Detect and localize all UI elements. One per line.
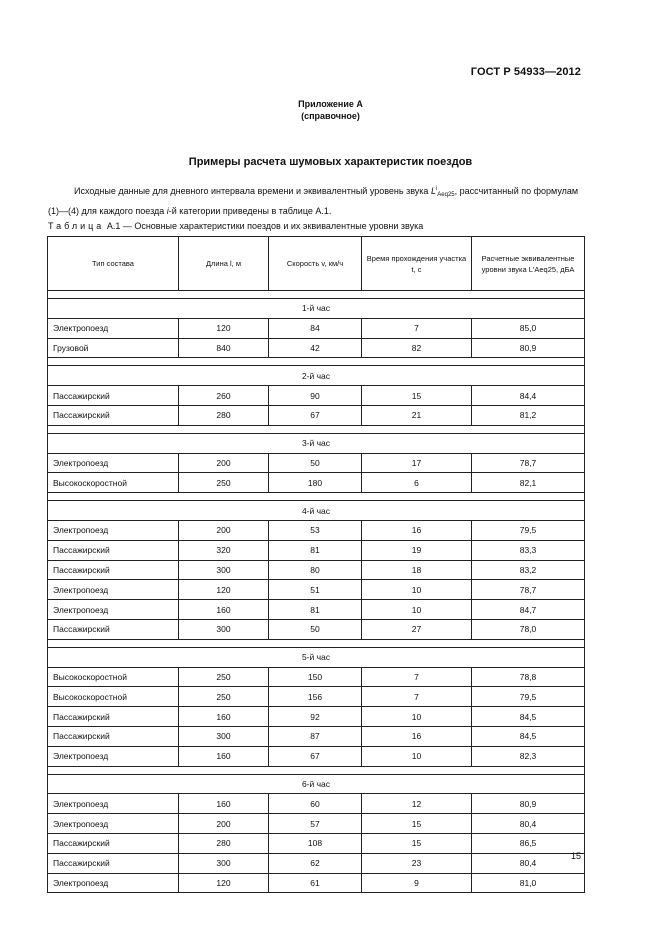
cell-level: 84,5: [472, 726, 585, 746]
cell-time: 15: [362, 386, 472, 406]
spacer-cell: [48, 493, 585, 501]
cell-type: Электропоезд: [48, 814, 179, 834]
cell-level: 80,4: [472, 814, 585, 834]
cell-type: Электропоезд: [48, 318, 179, 338]
cell-time: 19: [362, 540, 472, 560]
table-spacer-row: [48, 639, 585, 647]
cell-type: Пассажирский: [48, 386, 179, 406]
cell-type: Высокоскоростной: [48, 667, 179, 687]
cell-length: 200: [179, 520, 269, 540]
annex-subtitle: (справочное): [301, 111, 360, 121]
cell-speed: 150: [269, 667, 362, 687]
cell-level: 80,9: [472, 794, 585, 814]
table-row: [48, 386, 585, 406]
annex-title: Приложение А: [298, 99, 363, 109]
cell-time: 15: [362, 833, 472, 853]
cell-level: 83,2: [472, 560, 585, 580]
intro-part1: Исходные данные для дневного интервала времени и эквивалентный уровень звука: [74, 186, 431, 196]
table-row: [48, 520, 585, 540]
symbol-sub: Aeq25: [437, 192, 455, 198]
cell-time: 7: [362, 687, 472, 707]
intro-part2: , рассчитанный по формулам (1)—(4) для каждого поезда: [48, 186, 579, 216]
col-header-level: Расчетные эквивалентные уровни звука L'Aeq25, дБА: [472, 237, 585, 291]
table-row: [48, 600, 585, 620]
cell-type: Высокоскоростной: [48, 473, 179, 493]
table-header-row: [48, 237, 585, 291]
cell-level: 85,0: [472, 318, 585, 338]
cell-level: 84,7: [472, 600, 585, 620]
cell-type: Грузовой: [48, 338, 179, 358]
cell-time: 16: [362, 726, 472, 746]
table-row: [48, 794, 585, 814]
cell-time: 10: [362, 580, 472, 600]
table-row: [48, 853, 585, 873]
cell-length: 300: [179, 619, 269, 639]
cell-level: 81,2: [472, 405, 585, 425]
cell-speed: 84: [269, 318, 362, 338]
hour-label: 1-й час: [48, 299, 585, 319]
cell-speed: 67: [269, 746, 362, 766]
hour-group-row: [48, 647, 585, 667]
cell-length: 300: [179, 853, 269, 873]
cell-time: 17: [362, 453, 472, 473]
table-caption: [48, 221, 423, 231]
table-spacer-row: [48, 493, 585, 501]
cell-type: Пассажирский: [48, 619, 179, 639]
cell-speed: 50: [269, 453, 362, 473]
cell-speed: 53: [269, 520, 362, 540]
cell-type: Пассажирский: [48, 560, 179, 580]
cell-length: 200: [179, 814, 269, 834]
spacer-cell: [48, 425, 585, 433]
cell-length: 250: [179, 667, 269, 687]
cell-length: 120: [179, 318, 269, 338]
cell-length: 160: [179, 707, 269, 727]
cell-speed: 61: [269, 873, 362, 893]
cell-time: 10: [362, 746, 472, 766]
cell-length: 300: [179, 560, 269, 580]
cell-length: 160: [179, 794, 269, 814]
intro-part3: -й категории приведены в таблице А.1.: [168, 206, 332, 216]
cell-level: 82,1: [472, 473, 585, 493]
document-code: ГОСТ Р 54933—2012: [470, 66, 581, 78]
table-row: [48, 560, 585, 580]
cell-speed: 60: [269, 794, 362, 814]
cell-length: 250: [179, 687, 269, 707]
cell-type: Высокоскоростной: [48, 687, 179, 707]
table-body: [48, 291, 585, 893]
table-row: [48, 667, 585, 687]
cell-level: 86,5: [472, 833, 585, 853]
cell-type: Пассажирский: [48, 853, 179, 873]
cell-length: 300: [179, 726, 269, 746]
cell-type: Электропоезд: [48, 520, 179, 540]
caption-number: А.1: [106, 221, 121, 231]
cell-time: 15: [362, 814, 472, 834]
caption-text: — Основные характеристики поездов и их эквивалентные уровни звука: [120, 221, 424, 231]
cell-length: 120: [179, 873, 269, 893]
table-spacer-row: [48, 291, 585, 299]
cell-length: 120: [179, 580, 269, 600]
cell-speed: 62: [269, 853, 362, 873]
table-row: [48, 619, 585, 639]
col-header-type: Тип состава: [48, 237, 179, 291]
cell-time: 18: [362, 560, 472, 580]
cell-time: 12: [362, 794, 472, 814]
table-row: [48, 726, 585, 746]
cell-type: Электропоезд: [48, 453, 179, 473]
hour-label: 4-й час: [48, 501, 585, 521]
cell-speed: 51: [269, 580, 362, 600]
table-row: [48, 707, 585, 727]
table-row: [48, 453, 585, 473]
hour-label: 6-й час: [48, 774, 585, 794]
section-title: Примеры расчета шумовых характеристик поездов: [188, 156, 473, 168]
cell-speed: 42: [269, 338, 362, 358]
cell-length: 250: [179, 473, 269, 493]
cell-type: Пассажирский: [48, 707, 179, 727]
cell-time: 23: [362, 853, 472, 873]
cell-type: Электропоезд: [48, 580, 179, 600]
cell-level: 78,7: [472, 580, 585, 600]
cell-type: Пассажирский: [48, 833, 179, 853]
cell-level: 79,5: [472, 520, 585, 540]
hour-group-row: [48, 774, 585, 794]
table-row: [48, 405, 585, 425]
table-row: [48, 473, 585, 493]
cell-level: 82,3: [472, 746, 585, 766]
table-row: [48, 873, 585, 893]
cell-level: 80,9: [472, 338, 585, 358]
cell-speed: 108: [269, 833, 362, 853]
cell-length: 160: [179, 746, 269, 766]
cell-time: 7: [362, 667, 472, 687]
cell-time: 9: [362, 873, 472, 893]
spacer-cell: [48, 639, 585, 647]
cell-level: 78,0: [472, 619, 585, 639]
col-header-time: Время прохождения участка t, с: [362, 237, 472, 291]
cell-speed: 92: [269, 707, 362, 727]
cell-time: 6: [362, 473, 472, 493]
hour-group-row: [48, 299, 585, 319]
table-spacer-row: [48, 425, 585, 433]
cell-type: Пассажирский: [48, 405, 179, 425]
cell-speed: 180: [269, 473, 362, 493]
cell-length: 840: [179, 338, 269, 358]
cell-type: Электропоезд: [48, 873, 179, 893]
hour-group-row: [48, 501, 585, 521]
hour-group-row: [48, 433, 585, 453]
cell-time: 10: [362, 707, 472, 727]
hour-label: 3-й час: [48, 433, 585, 453]
cell-speed: 81: [269, 600, 362, 620]
spacer-cell: [48, 291, 585, 299]
cell-length: 200: [179, 453, 269, 473]
cell-type: Пассажирский: [48, 726, 179, 746]
cell-level: 83,3: [472, 540, 585, 560]
train-data-table: [47, 236, 585, 893]
table-row: [48, 540, 585, 560]
cell-type: Электропоезд: [48, 746, 179, 766]
table-row: [48, 833, 585, 853]
intro-paragraph: [48, 181, 584, 219]
cell-type: Электропоезд: [48, 794, 179, 814]
cell-time: 27: [362, 619, 472, 639]
cell-time: 21: [362, 405, 472, 425]
cell-level: 79,5: [472, 687, 585, 707]
cell-level: 78,7: [472, 453, 585, 473]
table-row: [48, 338, 585, 358]
cell-speed: 80: [269, 560, 362, 580]
cell-type: Пассажирский: [48, 540, 179, 560]
cell-length: 260: [179, 386, 269, 406]
table-row: [48, 746, 585, 766]
cell-length: 280: [179, 405, 269, 425]
hour-group-row: [48, 366, 585, 386]
cell-level: 80,4: [472, 853, 585, 873]
cell-speed: 67: [269, 405, 362, 425]
cell-length: 160: [179, 600, 269, 620]
cell-type: Электропоезд: [48, 600, 179, 620]
cell-speed: 87: [269, 726, 362, 746]
spacer-cell: [48, 358, 585, 366]
col-header-speed: Скорость v, км/ч: [269, 237, 362, 291]
cell-speed: 57: [269, 814, 362, 834]
caption-label: Таблица: [48, 221, 105, 231]
table-row: [48, 580, 585, 600]
cell-length: 280: [179, 833, 269, 853]
table-row: [48, 318, 585, 338]
intro-text: [48, 181, 584, 219]
symbol-main: L: [430, 186, 436, 196]
cell-level: 81,0: [472, 873, 585, 893]
cell-speed: 156: [269, 687, 362, 707]
hour-label: 5-й час: [48, 647, 585, 667]
spacer-cell: [48, 766, 585, 774]
cell-time: 10: [362, 600, 472, 620]
cell-time: 82: [362, 338, 472, 358]
annex-heading: [0, 98, 661, 122]
cell-speed: 90: [269, 386, 362, 406]
cell-level: 78,8: [472, 667, 585, 687]
cell-time: 7: [362, 318, 472, 338]
table-row: [48, 687, 585, 707]
cell-time: 16: [362, 520, 472, 540]
symbol-sup: i: [435, 186, 438, 192]
col-header-length: Длина l, м: [179, 237, 269, 291]
cell-speed: 81: [269, 540, 362, 560]
cell-length: 320: [179, 540, 269, 560]
hour-label: 2-й час: [48, 366, 585, 386]
cell-level: 84,4: [472, 386, 585, 406]
table-spacer-row: [48, 766, 585, 774]
cell-level: 84,5: [472, 707, 585, 727]
table-row: [48, 814, 585, 834]
cell-speed: 50: [269, 619, 362, 639]
intro-italic-i: i: [166, 206, 169, 216]
page-number: 15: [570, 851, 581, 861]
table-spacer-row: [48, 358, 585, 366]
